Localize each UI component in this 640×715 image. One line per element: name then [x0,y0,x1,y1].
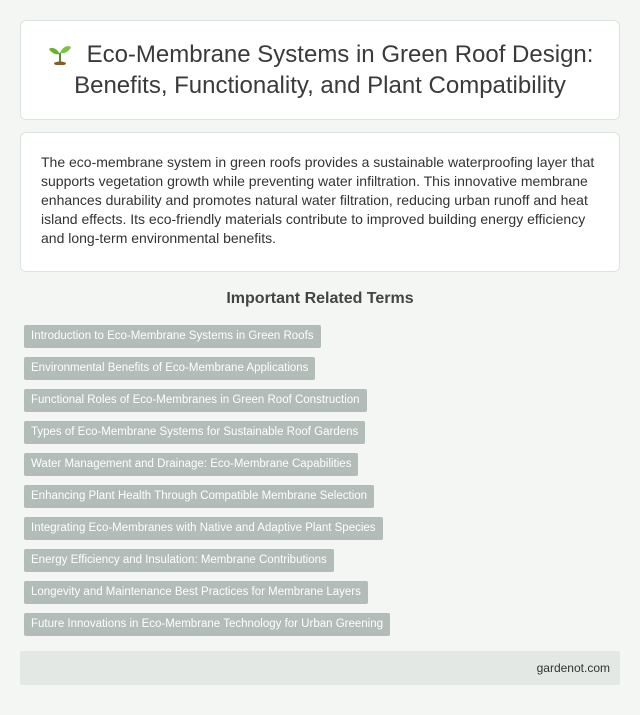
related-term-tag[interactable]: Functional Roles of Eco-Membranes in Green Roof Construction [24,389,367,412]
page-title [21,39,619,101]
summary-card [20,132,620,272]
related-term-tag[interactable]: Environmental Benefits of Eco-Membrane Applications [24,357,315,380]
summary-text: The eco-membrane system in green roofs provides a sustainable waterproofing layer that supports vegetation growth while preventing water infiltration. This innovative membrane enhances durability and promotes natural water filtration, reducing urban runoff and heat island effects. Its eco-friendly materials contribute to improved building energy efficiency and long-term environmental benefits. [41,154,595,246]
related-term-tag[interactable]: Enhancing Plant Health Through Compatible Membrane Selection [24,485,374,508]
related-term-tag[interactable]: Future Innovations in Eco-Membrane Technology for Urban Greening [24,613,390,636]
related-terms-heading: Important Related Terms [226,290,414,307]
related-terms-list [24,325,616,645]
related-term-tag[interactable]: Water Management and Drainage: Eco-Membrane Capabilities [24,453,358,476]
related-term-tag[interactable]: Energy Efficiency and Insulation: Membrane Contributions [24,549,334,572]
sprout-icon [47,43,73,65]
related-term-tag[interactable]: Longevity and Maintenance Best Practices for Membrane Layers [24,581,368,604]
related-term-tag[interactable]: Types of Eco-Membrane Systems for Sustainable Roof Gardens [24,421,365,444]
title-card [20,20,620,120]
footer [20,651,620,685]
related-term-tag[interactable]: Introduction to Eco-Membrane Systems in Green Roofs [24,325,321,348]
related-term-tag[interactable]: Integrating Eco-Membranes with Native and Adaptive Plant Species [24,517,383,540]
footer-site-link[interactable]: gardenot.com [536,661,610,675]
page-title-text: Eco-Membrane Systems in Green Roof Design: Benefits, Functionality, and Plant Compatibility [74,41,594,99]
